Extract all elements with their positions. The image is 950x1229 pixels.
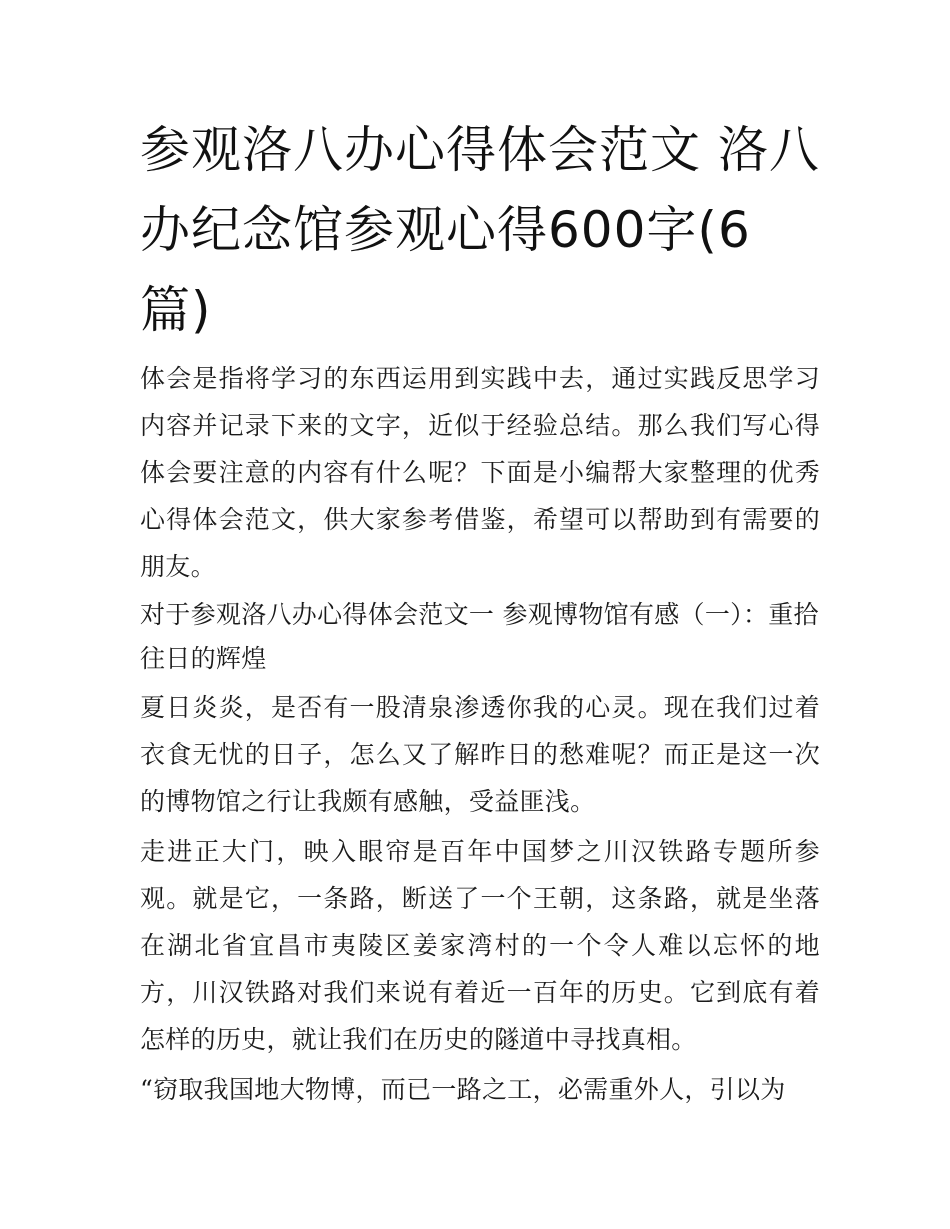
section-heading: 对于参观洛八办心得体会范文一 参观博物馆有感（一）：重拾往日的辉煌 [140, 600, 819, 673]
body-paragraph-1: 夏日炎炎，是否有一股清泉渗透你我的心灵。现在我们过着衣食无忧的日子，怎么又了解昨日的愁难呢？而正是这一次的博物馆之行让我颇有感触，受益匪浅。 [140, 693, 820, 816]
intro-paragraph: 体会是指将学习的东西运用到实践中去，通过实践反思学习内容并记录下来的文字，近似于经验总结。那么我们写心得体会要注意的内容有什么呢？下面是小编帮大家整理的优秀心得体会范文，供大家参考借鉴，希望可以帮助到有需要的朋友。 [140, 364, 820, 581]
body-paragraph-2: 走进正大门，映入眼帘是百年中国梦之川汉铁路专题所参观。就是它，一条路，断送了一个王朝，这条路，就是坐落在湖北省宜昌市夷陵区姜家湾村的一个令人难以忘怀的地方，川汉铁路对我们来说有着近一百年的历史。它到底有着怎样的历史，就让我们在历史的隧道中寻找真相。 [140, 837, 820, 1054]
document-title: 参观洛八办心得体会范文 洛八办纪念馆参观心得600字(6篇) [140, 121, 820, 339]
document-body [140, 355, 820, 1116]
body-paragraph-3: “窃取我国地大物博，而已一路之工，必需重外人，引以为 [140, 1075, 786, 1104]
